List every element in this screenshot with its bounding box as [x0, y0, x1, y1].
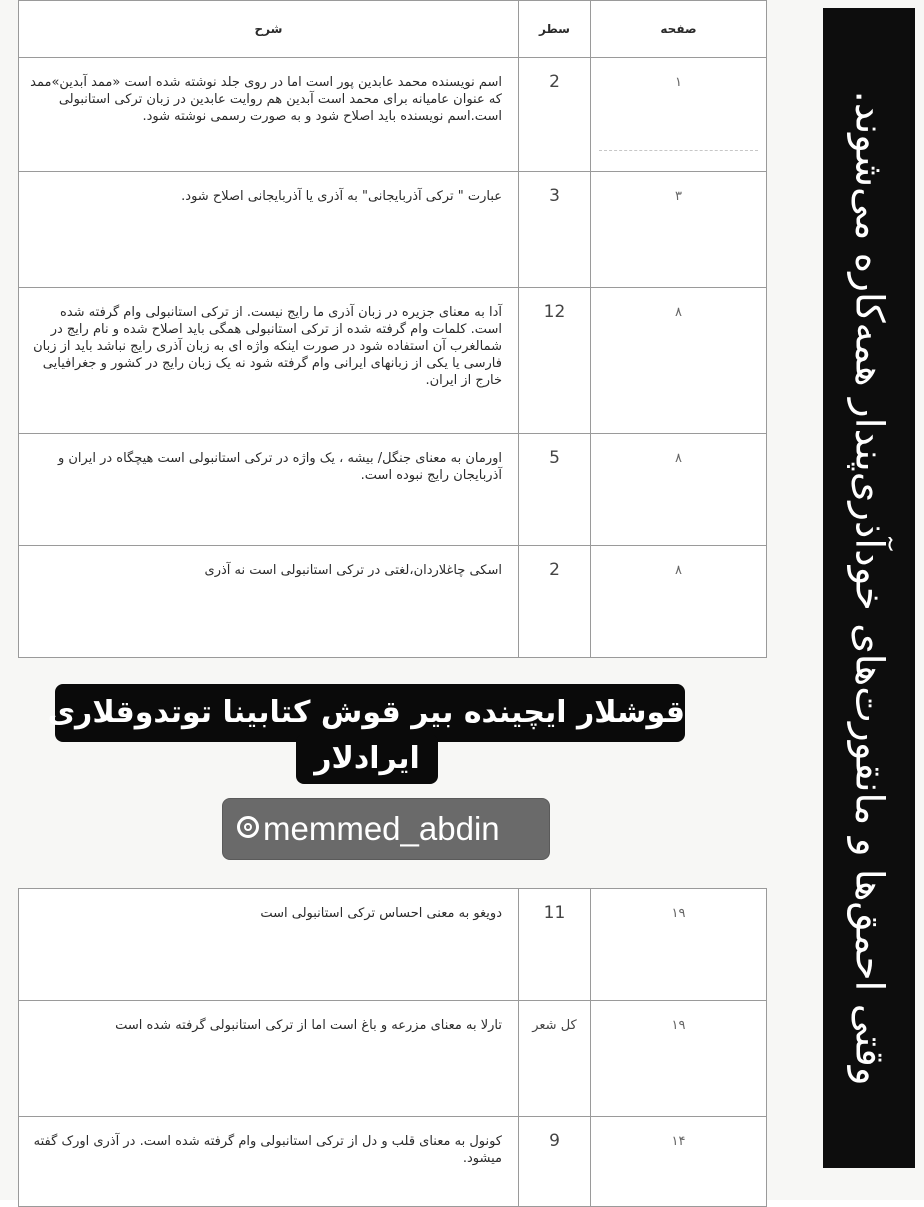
handle-badge[interactable]: [222, 798, 550, 860]
table-header-row: [19, 1, 767, 58]
row-line: 9: [549, 1131, 560, 1151]
table-row: [19, 288, 767, 434]
row-page: ۸: [675, 305, 682, 320]
vertical-banner: [823, 8, 915, 1168]
instagram-at-icon: [237, 816, 259, 838]
corrections-table-bottom: [18, 888, 767, 1207]
row-page: ۱: [675, 75, 682, 90]
vertical-banner-text: وقتی احمق‌ها و مانقورت‌های خودآذری‌پندار همه‌کاره می‌شوند.: [846, 90, 892, 1086]
table-row: [19, 58, 767, 172]
table-row: [19, 1117, 767, 1207]
row-page: ۱۴: [671, 1134, 686, 1149]
row-description: آدا به معنای جزیره در زبان آذری ما رایج نیست. از ترکی استانبولی وام گرفته شده است. کلمات وام گرفته شده از ترکی استانبولی همگی باید اصلاح شده و نام رایج در شمالغرب آن استفاده شود در صورت اینکه واژه ای به زبان آذری رایج نباشد باید از زبان فارسی یا یکی از زبانهای ایرانی وام گرفته شود نه یک زبان رایج در کشور و جغرافیایی خارج از ایران.: [33, 305, 502, 388]
row-description: اسم نویسنده محمد عابدین پور است اما در روی جلد نوشته شده است «ممد آبدین»ممد که عنوان عامیانه برای محمد است آبدین هم روایت عابدین در زبان ترکی استانبولی است.اسم نویسنده باید اصلاح شود و به صورت رسمی نوشته شود.: [30, 75, 502, 124]
row-line: 5: [549, 448, 560, 468]
row-page: ۸: [675, 451, 682, 466]
row-line: 11: [543, 903, 566, 923]
row-page: ۸: [675, 563, 682, 578]
row-description: اسکی چاغلاردان،لغتی در ترکی استانبولی است نه آذری: [204, 563, 502, 578]
table-row: [19, 1001, 767, 1117]
row-description: دویغو به معنی احساس ترکی استانبولی است: [260, 906, 502, 921]
row-page: ۱۹: [671, 1018, 686, 1033]
row-line: 12: [543, 302, 566, 322]
table-row: [19, 434, 767, 546]
row-description: عبارت " ترکی آذربایجانی" به آذری یا آذربایجانی اصلاح شود.: [181, 189, 502, 204]
row-description: کونول به معنای قلب و دل از ترکی استانبولی وام گرفته شده است. در آذری اورک گفته میشود.: [33, 1134, 502, 1166]
handle-text: memmed_abdin: [263, 810, 500, 847]
header-page: صفحه: [591, 1, 767, 58]
corrections-table-top: [18, 0, 767, 658]
row-line: کل شعر: [532, 1018, 577, 1033]
row-page: ۳: [675, 189, 682, 204]
header-description: شرح: [19, 1, 519, 58]
table-row: [19, 546, 767, 658]
caption-line-1: قوشلار ایچینده بیر قوش کتابینا توتدوقلاری: [55, 684, 685, 742]
row-line: 3: [549, 186, 560, 206]
table-row: [19, 172, 767, 288]
row-description: اورمان به معنای جنگل/ بیشه ، یک واژه در ترکی استانبولی است هیچگاه در ایران و آذربایجان رایج نبوده است.: [57, 451, 502, 483]
row-page: ۱۹: [671, 906, 686, 921]
row-line: 2: [549, 560, 560, 580]
header-line: سطر: [519, 1, 591, 58]
table-row: [19, 889, 767, 1001]
caption-line-2: ایرادلار: [296, 734, 438, 784]
row-line: 2: [549, 72, 560, 92]
row-description: تارلا به معنای مزرعه و باغ است اما از ترکی استانبولی گرفته شده است: [115, 1018, 502, 1033]
